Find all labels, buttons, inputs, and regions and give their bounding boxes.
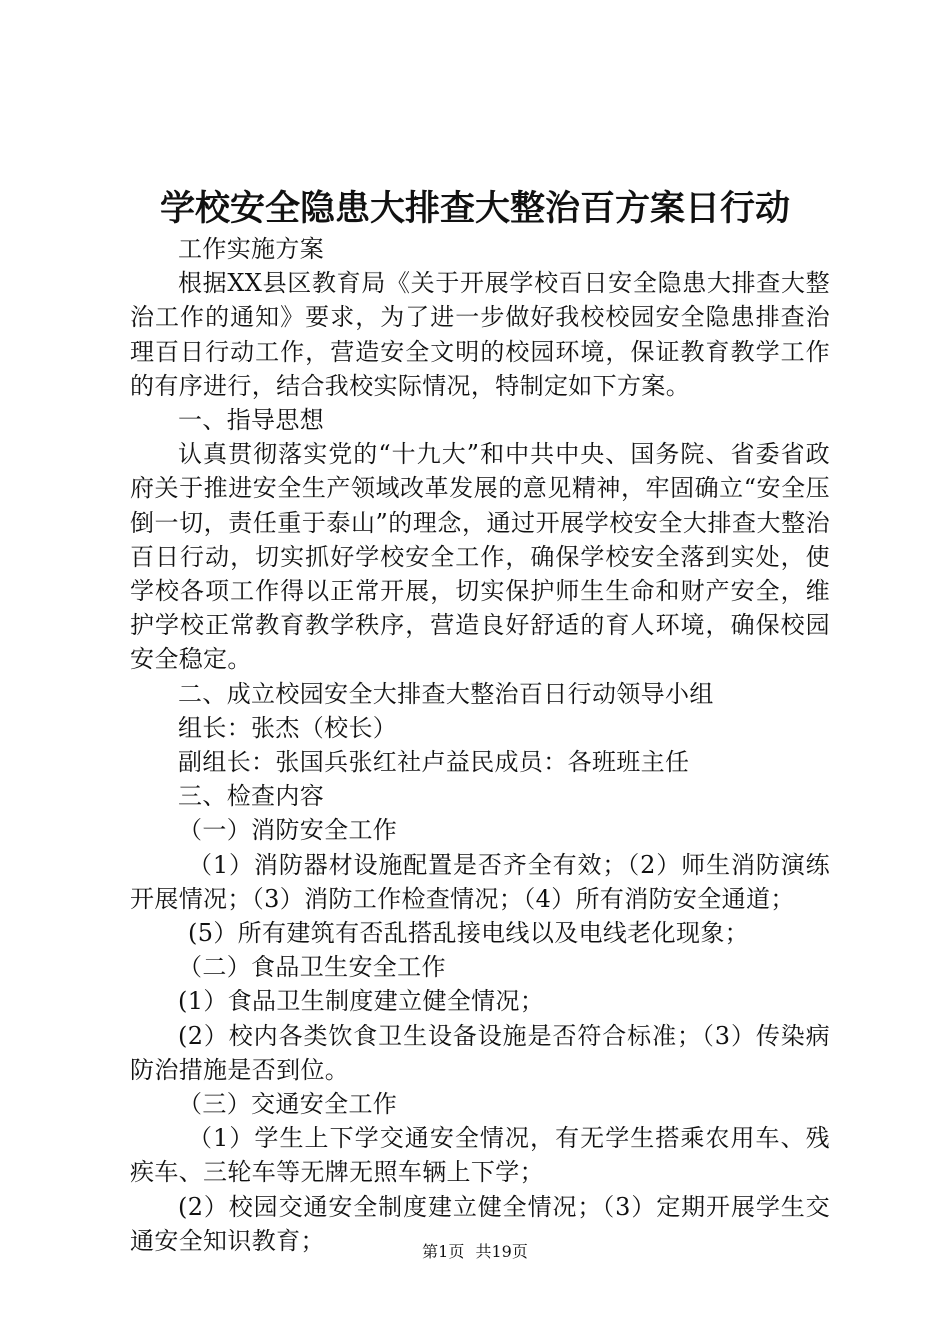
paragraph-guiding-thought: 认真贯彻落实党的“十九大”和中共中央、国务院、省委省政府关于推进安全生产领域改革发展的意见精神，牢固确立“安全压倒一切，责任重于泰山”的理念，通过开展学校安全大排查大整治百日行动，切实抓好学校安全工作，确保学校安全落到实处，使学校各项工作得以正常开展，切实保护师生生命和财产安全，维护学校正常教育教学秩序，营造良好舒适的育人环境，确保校园安全稳定。: [130, 440, 830, 674]
page-number: 第1页: [422, 1242, 465, 1261]
paragraph-intro: 根据XX县区教育局《关于开展学校百日安全隐患大排查大整治工作的通知》要求，为了进一步做好我校校园安全隐患排查治理百日行动工作，营造安全文明的校园环境，保证教育教学工作的有序进行，结合我校实际情况，特制定如下方案。: [130, 269, 830, 400]
page-total: 共19页: [475, 1242, 528, 1261]
document-title: 学校安全隐患大排查大整治百方案日行动: [159, 188, 790, 229]
heading-leadership-group: 二、成立校园安全大排查大整治百日行动领导小组: [178, 679, 714, 708]
paragraph-food-safety-equipment: (2）校内各类饮食卫生设备设施是否符合标准；（3）传染病防治措施是否到位。: [130, 1021, 830, 1084]
paragraph-traffic-system: (2）校园交通安全制度建立健全情况；（3）定期开展学生交通安全知识教育；: [130, 1192, 830, 1255]
heading-guiding-thought: 一、指导思想: [178, 406, 325, 435]
paragraph-subtitle: 工作实施方案: [178, 235, 325, 263]
page-footer: [0, 1242, 950, 1262]
paragraph-traffic-commute: （1）学生上下学交通安全情况，有无学生搭乘农用车、残疾车、三轮车等无牌无照车辆上下学；: [130, 1124, 830, 1187]
heading-traffic-safety: （三）交通安全工作: [178, 1090, 398, 1119]
paragraph-food-safety-system: (1）食品卫生制度建立健全情况；: [178, 987, 545, 1016]
paragraph-fire-safety-wiring: (5）所有建筑有否乱搭乱接电线以及电线老化现象；: [188, 919, 750, 948]
heading-food-safety: （二）食品卫生安全工作: [178, 953, 446, 982]
paragraph-group-leader: 组长：张杰（校长）: [178, 713, 398, 742]
document-body: [130, 232, 830, 1258]
paragraph-deputy-leaders: 副组长：张国兵张红社卢益民成员：各班班主任: [178, 748, 690, 777]
heading-inspection-content: 三、检查内容: [178, 782, 325, 811]
heading-fire-safety: （一）消防安全工作: [178, 816, 398, 845]
paragraph-fire-safety-items: （1）消防器材设施配置是否齐全有效；（2）师生消防演练开展情况；（3）消防工作检查情况；（4）所有消防安全通道；: [130, 850, 830, 913]
